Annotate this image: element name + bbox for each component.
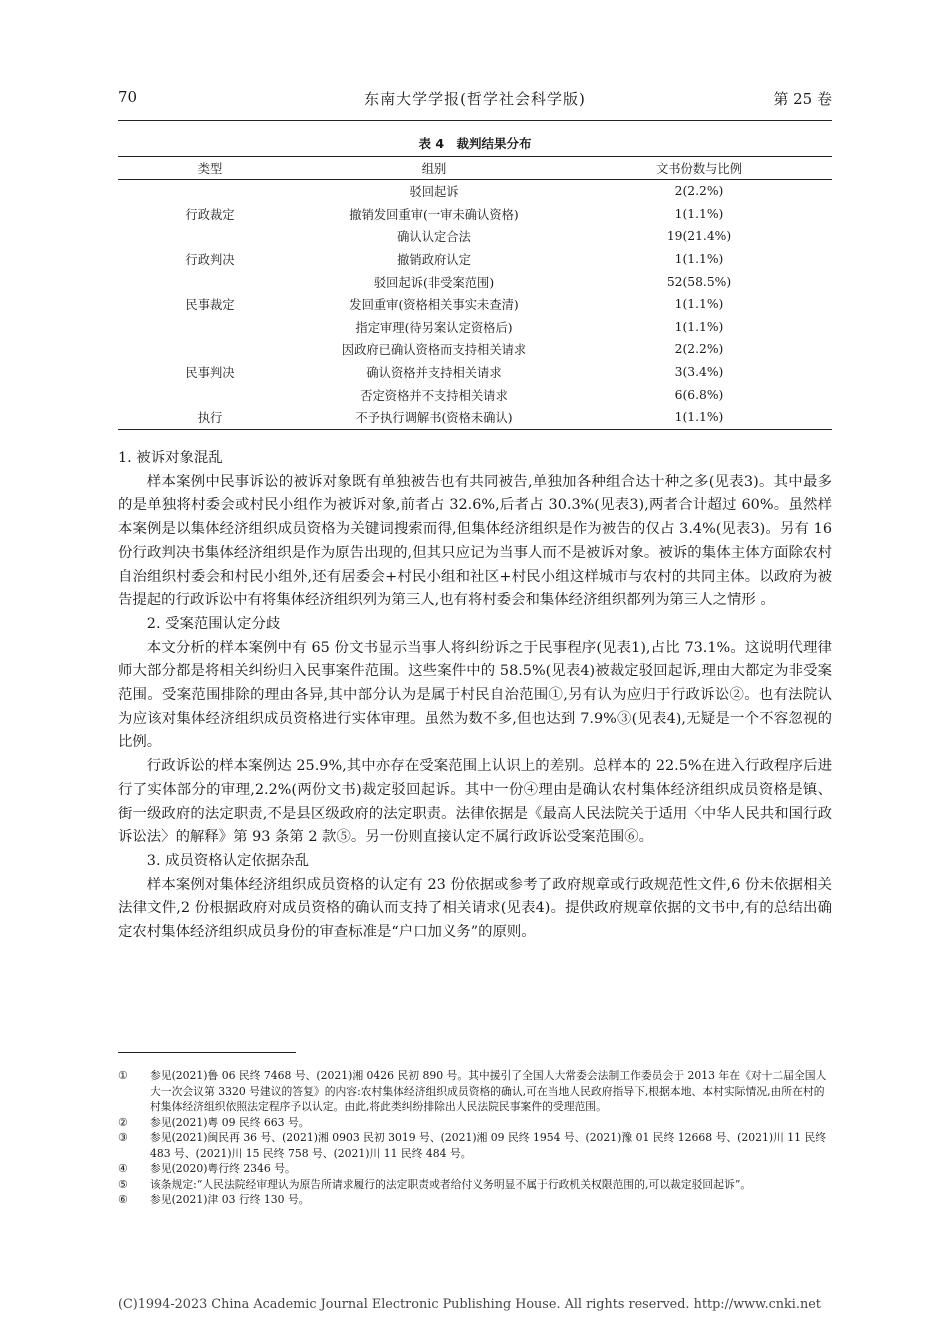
table-cell-group: 指定审理(待另案认定资格后) [355,320,513,335]
table-cell-count: 2(2.2%) [674,184,724,199]
table-row [118,180,832,203]
volume-label: 第 25 卷 [773,90,832,108]
column-header: 文书份数与比例 [566,157,832,180]
section-heading: 2. 受案范围认定分歧 [146,615,281,632]
header-rule [118,120,832,121]
table-cell-type: 行政判决 [185,253,235,268]
table-row [118,316,832,339]
table-cell-count: 1(1.1%) [566,406,832,429]
footnote-mark: ③ [118,1131,128,1144]
footnote-mark: ⑥ [118,1193,128,1206]
table-cell-count: 1(1.1%) [674,319,724,334]
table-cell-group: 撤销发回重审(一审未确认资格) [349,207,519,222]
table-cell-group: 确认资格并支持相关请求 [366,366,502,381]
table-cell-group: 因政府已确认资格而支持相关请求 [341,343,527,358]
table-cell-count: 1(1.1%) [674,206,724,221]
footnote-text: 参见(2021)闽民再 36 号、(2021)湘 0903 民初 3019 号、(2021)湘 09 民终 1954 号、(2021)豫 01 民终 12668 号、(2021)川 11 民终 483 号、(2021)川 15 民终 758 号、(2021)川 11 民终 484 号。 [150,1131,827,1160]
table-row [118,225,832,248]
footnote-mark: ④ [118,1162,128,1175]
footnote-text: 该条规定:“人民法院经审理认为原告所请求履行的法定职责或者给付义务明显不属于行政机关权限范围的,可以裁定驳回起诉”。 [150,1177,752,1191]
table-cell-type [118,316,302,339]
table-cell-type: 执行 [118,406,302,429]
journal-title: 东南大学学报(哲学社会科学版) [364,90,586,108]
article-body [118,447,832,945]
table-cell-type [118,225,302,248]
table-cell-type: 民事判决 [185,366,235,381]
table-cell-type [118,270,302,293]
table-row [118,361,832,384]
table-cell-type [118,338,302,361]
column-header: 类型 [118,157,302,180]
table-row [118,338,832,361]
paragraph: 本文分析的样本案例中有 65 份文书显示当事人将纠纷诉之于民事程序(见表1),占比 73.1%。这说明代理律师大部分都是将相关纠纷归入民事案件范围。这些案件中的 58.5%(见表4)被裁定驳回起诉,理由大都定为非受案范围。受案范围排除的理由各异,其中部分认为是属于村民自治范围①,另有认为应归于行政诉讼②。也有法院认为应该对集体经济组织成员资格进行实体审理。虽然为数不多,但也达到 7.9%③(见表4),无疑是一个不容忽视的比例。 [118,639,832,751]
footnote-text: 参见(2020)粤行终 2346 号。 [150,1162,296,1175]
table-caption: 表 4 裁判结果分布 [418,136,532,151]
footnote [118,1192,832,1208]
table-header-row [118,157,832,180]
table-cell-type: 行政裁定 [185,207,235,222]
page-number: 70 [118,88,138,106]
footnote [118,1130,832,1161]
table-cell-type: 民事裁定 [185,298,235,313]
table-cell-count: 19(21.4%) [666,229,732,244]
paragraph: 行政诉讼的样本案例达 25.9%,其中亦存在受案范围上认识上的差别。总样本的 22.5%在进入行政程序后进行了实体部分的审理,2.2%(两份文书)裁定驳回起诉。其中一份④理由是确认农村集体经济组织成员资格是镇、街一级政府的法定职责,不是县区级政府的法定职责。法律依据是《最高人民法院关于适用〈中华人民共和国行政诉讼法〉的解释》第 93 条第 2 款⑤。另一份则直接认定不属行政诉讼受案范围⑥。 [118,758,832,846]
section-heading: 1. 被诉对象混乱 [118,450,223,466]
table-row [118,293,832,316]
table-cell-group: 驳回起诉 [409,185,459,200]
table-cell-group: 不予执行调解书(资格未确认) [302,406,566,429]
footnote-text: 参见(2021)鲁 06 民终 7468 号、(2021)湘 0426 民初 890 号。其中援引了全国人大常委会法制工作委员会于 2013 年在《对十二届全国人大一次会议第 3320 号建议的答复》的内容:农村集体经济组织成员资格的确认,可在当地人民政府指导下,根据本地、本村实际情况,由所在村的村集体经济组织依照法定程序予以认定。由此,将此类纠纷排除出人民法院民事案件的受理范围。 [150,1069,827,1113]
table-cell-group: 否定资格并不支持相关请求 [360,388,508,403]
footnote [118,1068,832,1115]
column-header: 组别 [302,157,566,180]
table-cell-group: 确认认定合法 [397,230,471,245]
table-row [118,406,832,429]
footnote-mark: ⑤ [118,1177,128,1191]
footnote-text: 参见(2021)粤 09 民终 663 号。 [150,1115,310,1129]
paragraph: 样本案例中民事诉讼的被诉对象既有单独被告也有共同被告,单独加各种组合达十种之多(见表3)。其中最多的是单独将村委会或村民小组作为被诉对象,前者占 32.6%,后者占 30.3%(见表3),两者合计超过 60%。虽然样本案例是以集体经济组织成员资格为关键词搜索而得,但集体经济组织是作为被告的仅占 3.4%(见表3)。另有 16 份行政判决书集体经济组织是作为原告出现的,但其只应记为当事人而不是被诉对象。被诉的集体主体方面除农村自治组织村委会和村民小组外,还有居委会+村民小组和社区+村民小组这样城市与农村的共同主体。以政府为被告提起的行政诉讼中有将集体经济组织列为第三人,也有将村委会和集体经济组织都列为第三人之情形 。 [118,473,832,609]
results-table [118,156,832,430]
table-cell-count: 1(1.1%) [674,297,724,312]
table-cell-group: 驳回起诉(非受案范围) [373,275,495,290]
section-heading: 3. 成员资格认定依据杂乱 [146,852,310,869]
paragraph: 样本案例对集体经济组织成员资格的认定有 23 份依据或参考了政府规章或行政规范性文件,6 份未依据相关法律文件,2 份根据政府对成员资格的确认而支持了相关请求(见表4)。提供政府规章依据的文书中,有的总结出确定农村集体经济组织成员身份的审查标准是“户口加义务”的原则。 [118,876,832,941]
table-cell-type [118,180,302,203]
table-cell-count: 2(2.2%) [674,342,724,357]
footnote-mark: ② [118,1115,128,1129]
footnote-mark: ① [118,1069,128,1082]
footnotes [118,1068,832,1208]
footnote [118,1161,832,1177]
table-row [118,270,832,293]
footnote [118,1177,832,1193]
footnote-text: 参见(2021)津 03 行终 130 号。 [150,1193,310,1206]
table-row [118,203,832,226]
table-cell-group: 撤销政府认定 [397,253,471,268]
table-cell-count: 6(6.8%) [674,387,724,402]
table-row [118,248,832,271]
copyright-notice: (C)1994-2023 China Academic Journal Electronic Publishing House. All rights reserved. http://www.cnki.net [118,1297,821,1312]
table-cell-count: 3(3.4%) [674,365,724,380]
table-cell-type [118,383,302,406]
table-row [118,383,832,406]
table-cell-count: 1(1.1%) [674,252,724,267]
table-cell-group: 发回重审(资格相关事实未查清) [349,298,519,313]
table-cell-count: 52(58.5%) [666,274,732,289]
footnote-rule [118,1052,296,1053]
footnote [118,1115,832,1131]
